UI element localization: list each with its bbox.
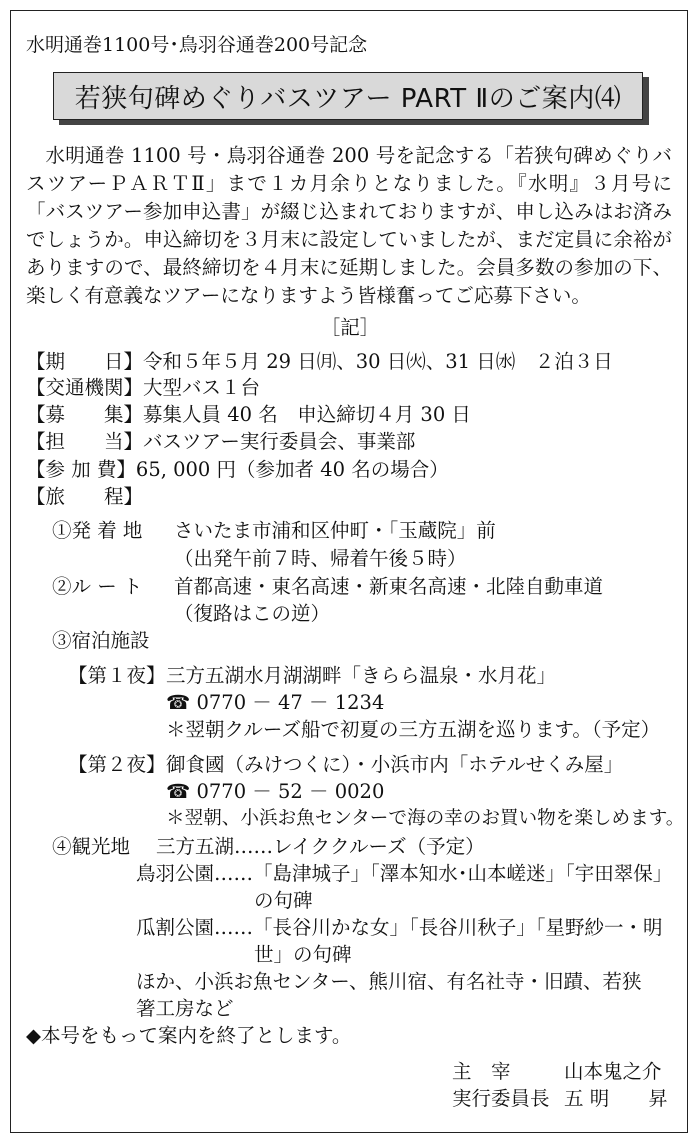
recruit-value: 募集人員 40 名 申込締切４月 30 日: [143, 403, 471, 426]
series-note: 水明通巻1100号･鳥羽谷通巻200号記念: [26, 34, 368, 56]
host-title: 主 宰: [452, 1060, 511, 1083]
sights-label: ④観光地: [52, 835, 131, 858]
night1-label: 【第１夜】: [68, 664, 166, 687]
charge-value: バスツアー実行委員会、事業部: [143, 430, 416, 453]
transport-label: 【交通機関】: [26, 376, 144, 399]
night2-label: 【第２夜】: [68, 753, 166, 776]
date-label: 【期 日】: [26, 350, 144, 373]
night1-phone: ☎ 0770 － 47 － 1234: [166, 691, 385, 714]
night1-value: 三方五湖水月湖湖畔「きらら温泉・水月花」: [166, 664, 557, 687]
host-name: 山本鬼之介: [564, 1060, 662, 1083]
intro-text: 水明通巻 1100 号・鳥羽谷通巻 200 号を記念する「若狭句碑めぐりバスツアーＰＡＲＴⅡ」まで１カ月余りとなりました。『水明』３月号に「バスツアー参加申込書」が綴じ込まれておりますが、申し込みはお済みでしょうか。申込締切を３月末に設定していましたが、まだ定員に余裕がありますので、最終締切を４月末に延期しました。会員多数の参加の下、楽しく有意義なツアーになりますよう皆様奮ってご応募下さい。: [26, 144, 672, 307]
uriwari-line-1: 瓜割公園……「長谷川かな女」「長谷川秋子」「星野紗一・明: [136, 916, 663, 939]
night2-note: ＊翌朝、小浜お魚センターで海の幸のお買い物を楽しめます。: [166, 808, 685, 829]
itinerary-heading: 【旅 程】: [26, 485, 144, 508]
page-title: 若狭句碑めぐりバスツアー PART Ⅱのご案内⑷: [74, 83, 622, 114]
detail-row-recruit: [26, 401, 471, 429]
chair-title: 実行委員長: [452, 1087, 550, 1110]
transport-value: 大型バス１台: [143, 376, 261, 399]
recruit-label: 【募 集】: [26, 403, 144, 426]
lodging-label: ③宿泊施設: [52, 629, 150, 652]
detail-row-date: [26, 348, 613, 376]
detail-row-charge: [26, 428, 415, 456]
detail-row-fee: [26, 456, 449, 484]
title-box: [53, 72, 643, 120]
departure-label: ①発 着 地: [52, 519, 143, 542]
departure-value: さいたま市浦和区仲町・「玉蔵院」前: [174, 519, 496, 542]
sights-value: 三方五湖……レイククルーズ（予定）: [156, 835, 485, 858]
chair-name: 五 明 昇: [564, 1087, 668, 1110]
route-value: 首都高速・東名高速・新東名高速・北陸自動車道: [174, 575, 604, 598]
date-value: 令和５年５月 29 日㈪、30 日㈫、31 日㈬ ２泊３日: [143, 350, 613, 373]
other-line-1: ほか、小浜お魚センター、熊川宿、有名社寺・旧蹟、若狭: [136, 970, 642, 993]
uriwari-line-2: 世」の句碑: [254, 943, 352, 966]
detail-row-transport: [26, 374, 260, 402]
toba-line-1: 鳥羽公園……「島津城子」「澤本知水･山本嵯迷」「宇田翠保」: [136, 862, 673, 885]
fee-label: 【参 加 費】: [26, 458, 136, 481]
intro-paragraph: [26, 142, 672, 310]
toba-line-2: の句碑: [254, 889, 313, 912]
closing-note: ◆本号をもって案内を終了とします。: [26, 1024, 352, 1047]
ki-heading: ［記］: [320, 316, 380, 339]
charge-label: 【担 当】: [26, 430, 144, 453]
night1-note: ＊翌朝クルーズ船で初夏の三方五湖を巡ります。（予定）: [166, 718, 661, 741]
departure-time: （出発午前７時、帰着午後５時）: [174, 547, 467, 570]
route-label: ②ル ー ト: [52, 575, 143, 598]
other-line-2: 箸工房など: [136, 997, 234, 1020]
route-note: （復路はこの逆）: [174, 602, 331, 625]
fee-value: 65, 000 円（参加者 40 名の場合）: [135, 458, 449, 481]
night2-phone: ☎ 0770 － 52 － 0020: [166, 780, 385, 803]
night2-value: 御食國（みけつくに）・小浜市内「ホテルせくみ屋」: [166, 753, 624, 776]
